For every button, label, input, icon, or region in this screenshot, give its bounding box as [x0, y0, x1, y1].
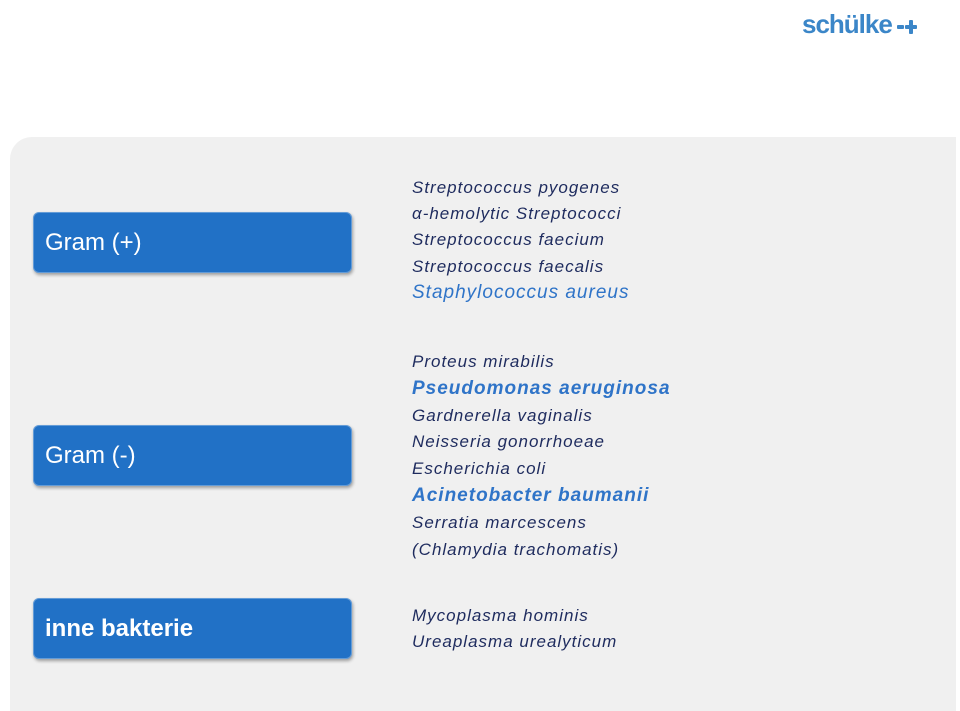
logo-minus-shape [897, 25, 904, 29]
bacteria-item: α-hemolytic Streptococci [412, 204, 622, 224]
other-bacteria-list [412, 603, 617, 654]
bacteria-item: Mycoplasma hominis [412, 606, 589, 625]
bacteria-item: Serratia marcescens [412, 512, 587, 532]
logo-plus-vertical-shape [909, 20, 913, 34]
bacteria-item-highlighted: Acinetobacter baumanii [412, 484, 650, 506]
category-label-gram-negative: Gram (-) [45, 441, 136, 469]
category-label-gram-positive: Gram (+) [45, 228, 142, 256]
bacteria-item: (Chlamydia trachomatis) [412, 539, 620, 559]
bacteria-item-highlighted: Pseudomonas aeruginosa [412, 377, 671, 399]
category-box-other-bacteria [33, 598, 352, 659]
minus-plus-icon [896, 19, 918, 35]
bacteria-item: Streptococcus faecium [412, 230, 605, 250]
gram-positive-list [412, 175, 629, 306]
bacteria-item: Streptococcus faecalis [412, 256, 605, 276]
category-box-gram-negative [33, 425, 352, 486]
bacteria-item-highlighted: Staphylococcus aureus [412, 281, 630, 303]
brand-logo: schülke [802, 9, 892, 39]
bacteria-item: Streptococcus pyogenes [412, 178, 621, 197]
category-label-other-bacteria: inne bakterie [45, 614, 194, 642]
bacteria-item: Proteus mirabilis [412, 352, 555, 371]
category-box-gram-positive [33, 212, 352, 273]
bacteria-item: Escherichia coli [412, 459, 547, 479]
bacteria-item: Gardnerella vaginalis [412, 405, 593, 425]
gram-negative-list [412, 349, 671, 563]
bacteria-item: Ureaplasma urealyticum [412, 631, 618, 651]
bacteria-item: Neisseria gonorrhoeae [412, 432, 605, 452]
